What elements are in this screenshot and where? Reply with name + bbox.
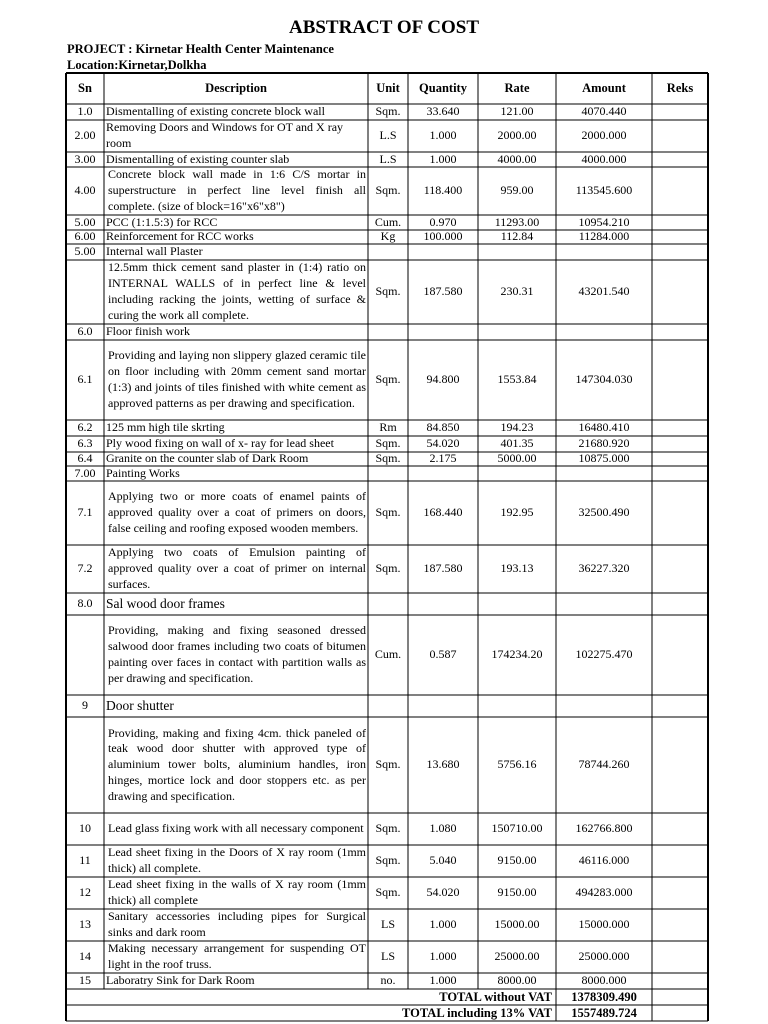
row-amount: 46116.000 [578, 853, 630, 868]
row-unit: Sqm. [375, 372, 401, 387]
row-rate: 174234.20 [491, 647, 543, 662]
row-rate: 9150.00 [497, 885, 537, 900]
row-quantity [408, 695, 478, 717]
row-description-text: Concrete block wall made in 1:6 C/S mortar in superstructure in perfect line level finish all complete. (size of block=16"x6"x8") [108, 167, 366, 213]
row-amount: 8000.000 [581, 973, 627, 988]
row-unit [368, 324, 408, 340]
row-unit: Cum. [374, 215, 402, 229]
column-header-unit: Unit [376, 80, 400, 95]
row-sn: 7.2 [77, 561, 93, 576]
row-quantity: 187.580 [423, 284, 463, 299]
row-unit: Sqm. [375, 853, 401, 868]
row-description [104, 717, 368, 813]
row-rate: 959.00 [500, 183, 534, 198]
row-quantity: 0.970 [429, 215, 457, 229]
row-rate: 194.23 [500, 420, 534, 435]
row-unit: LS [380, 949, 395, 964]
row-quantity: 1.080 [429, 821, 457, 836]
row-amount: 16480.410 [578, 420, 630, 435]
row-description: Ply wood fixing on wall of x- ray for lead sheet [106, 436, 334, 451]
row-unit [368, 695, 408, 717]
row-quantity: 94.800 [426, 372, 460, 387]
row-amount: 4000.000 [581, 152, 627, 166]
row-sn: 6.0 [77, 324, 93, 339]
row-sn: 13 [79, 917, 91, 932]
row-amount: 102275.470 [575, 647, 633, 662]
row-rate: 11293.00 [494, 215, 540, 229]
row-description-text: 12.5mm thick cement sand plaster in (1:4) ratio on INTERNAL WALLS of in perfect line & level including racking the joints, wetting of surface & curing the work all complete. [108, 260, 366, 322]
row-sn: 6.2 [77, 420, 93, 435]
row-quantity: 1.000 [429, 973, 457, 988]
row-description: 125 mm high tile skrting [106, 420, 225, 435]
row-amount [556, 466, 652, 481]
total-label: TOTAL including 13% VAT [402, 1006, 552, 1020]
row-amount: 162766.800 [575, 821, 633, 836]
row-amount: 4070.440 [581, 104, 627, 119]
row-rate [478, 324, 556, 340]
row-description: Door shutter [106, 698, 174, 714]
row-description [104, 340, 368, 420]
row-sn: 5.00 [74, 244, 96, 259]
row-description: Dismentalling of existing concrete block wall [106, 104, 325, 119]
row-quantity: 5.040 [429, 853, 457, 868]
row-quantity: 168.440 [423, 505, 463, 520]
row-amount [556, 244, 652, 260]
row-unit: Rm [379, 420, 397, 435]
row-sn [66, 717, 104, 813]
row-sn: 5.00 [74, 215, 96, 229]
row-description [104, 615, 368, 695]
row-rate [478, 593, 556, 615]
row-rate [478, 466, 556, 481]
row-description-text: Providing, making and fixing seasoned dressed salwood door frames including two coats of bitumen painting over faces in contact with partition walls as per drawing and specification. [108, 623, 366, 685]
row-sn [66, 260, 104, 324]
row-quantity [408, 244, 478, 260]
row-unit: LS [380, 917, 395, 932]
row-quantity: 54.020 [426, 885, 460, 900]
row-description: Internal wall Plaster [106, 244, 203, 259]
row-amount: 11284.000 [578, 230, 630, 244]
row-description: Laboratry Sink for Dark Room [106, 973, 255, 988]
column-header-amount: Amount [582, 80, 626, 95]
row-description [104, 260, 368, 324]
row-sn: 14 [79, 949, 91, 964]
row-description-text: Lead glass fixing work with all necessary component [108, 821, 364, 836]
row-unit [368, 466, 408, 481]
row-sn [66, 615, 104, 695]
row-rate: 192.95 [500, 505, 534, 520]
row-description-text: Applying two or more coats of enamel paints of approved quality over a coat of primers on doors, false ceiling and roofing exposed wooden members. [108, 489, 366, 535]
row-description-text: Lead sheet fixing in the walls of X ray room (1mm thick) all complete [108, 877, 366, 907]
row-sn: 9 [82, 698, 88, 713]
row-amount: 10875.000 [578, 452, 630, 466]
row-amount: 21680.920 [578, 436, 630, 451]
row-description: Dismentalling of existing counter slab [106, 152, 290, 166]
column-header-qty: Quantity [419, 80, 467, 95]
row-rate: 1553.84 [497, 372, 537, 387]
row-unit [368, 244, 408, 260]
row-amount: 78744.260 [578, 757, 630, 772]
row-unit: Sqm. [375, 757, 401, 772]
row-sn: 1.0 [77, 104, 93, 119]
row-rate: 4000.00 [497, 152, 537, 166]
row-quantity: 0.587 [429, 647, 457, 662]
row-sn: 2.00 [74, 128, 96, 143]
row-description: Painting Works [106, 466, 180, 480]
row-quantity: 1.000 [429, 128, 457, 143]
row-unit: Sqm. [375, 505, 401, 520]
row-quantity: 187.580 [423, 561, 463, 576]
row-quantity: 1.000 [429, 917, 457, 932]
row-description: Floor finish work [106, 324, 190, 339]
row-sn: 6.1 [77, 372, 93, 387]
row-unit: Sqm. [375, 104, 401, 119]
row-unit: Sqm. [375, 885, 401, 900]
row-rate: 5000.00 [497, 452, 537, 466]
row-quantity [408, 593, 478, 615]
row-rate: 112.84 [500, 230, 534, 244]
row-amount: 147304.030 [575, 372, 633, 387]
row-description: Sal wood door frames [106, 596, 225, 612]
row-sn: 8.0 [77, 596, 93, 611]
row-quantity: 1.000 [429, 152, 457, 166]
column-header-desc: Description [205, 80, 267, 95]
row-unit: L.S [379, 128, 397, 143]
row-description [104, 941, 368, 973]
row-rate: 121.00 [500, 104, 534, 119]
row-amount: 494283.000 [575, 885, 633, 900]
row-rate: 15000.00 [494, 917, 540, 932]
row-amount: 2000.000 [581, 128, 627, 143]
row-sn: 7.00 [74, 466, 96, 480]
row-description [104, 481, 368, 545]
row-amount: 32500.490 [578, 505, 630, 520]
row-unit: Sqm. [375, 452, 401, 466]
row-sn: 4.00 [74, 183, 96, 198]
column-header-reks: Reks [666, 80, 694, 95]
row-quantity: 2.175 [429, 452, 457, 466]
column-header-rate: Rate [504, 80, 530, 95]
row-sn: 6.00 [74, 230, 96, 244]
row-unit: Kg [380, 230, 396, 244]
row-rate: 8000.00 [497, 973, 537, 988]
row-quantity [408, 324, 478, 340]
row-quantity: 13.680 [426, 757, 460, 772]
row-description: Removing Doors and Windows for OT and X ray room [106, 120, 344, 150]
row-sn: 3.00 [74, 152, 96, 166]
row-unit: Sqm. [375, 561, 401, 576]
row-unit: Sqm. [375, 284, 401, 299]
row-sn: 12 [79, 885, 91, 900]
row-sn: 15 [79, 973, 91, 988]
row-rate: 2000.00 [497, 128, 537, 143]
row-unit: Sqm. [375, 821, 401, 836]
row-amount: 113545.600 [575, 183, 633, 198]
row-amount [556, 324, 652, 340]
row-description [104, 545, 368, 593]
row-description [104, 845, 368, 877]
row-amount [556, 593, 652, 615]
total-value: 1557489.724 [571, 1006, 637, 1020]
row-sn: 10 [79, 821, 91, 836]
row-amount: 10954.210 [578, 215, 630, 229]
row-amount: 25000.000 [578, 949, 630, 964]
row-rate: 25000.00 [494, 949, 540, 964]
row-unit: Sqm. [375, 183, 401, 198]
document-title: ABSTRACT OF COST [288, 17, 480, 38]
row-amount: 43201.540 [578, 284, 630, 299]
row-rate: 230.31 [500, 284, 534, 299]
row-unit: Sqm. [375, 436, 401, 451]
row-quantity [408, 466, 478, 481]
column-header-sn: Sn [78, 80, 92, 95]
row-description [104, 877, 368, 909]
row-sn: 7.1 [77, 505, 93, 520]
row-sn: 11 [79, 853, 91, 868]
row-amount: 36227.320 [578, 561, 630, 576]
row-unit: Cum. [374, 647, 402, 662]
row-sn: 6.3 [77, 436, 93, 451]
total-value: 1378309.490 [571, 990, 637, 1004]
row-amount [556, 695, 652, 717]
row-quantity: 84.850 [426, 420, 460, 435]
row-description-text: Providing, making and fixing 4cm. thick paneled of teak wood door shutter with approved type of aluminium tower bolts, aluminium handles, iron hinges, mortice lock and door stoppers etc. as per drawing and specification. [108, 725, 366, 803]
row-description: Granite on the counter slab of Dark Room [106, 452, 309, 466]
row-unit: no. [380, 973, 396, 988]
row-description-text: Providing and laying non slippery glazed ceramic tile on floor including with 20mm cement sand mortar (1:3) and joints of tiles finished with white cement as approved patterns as per drawing and specification. [108, 348, 366, 410]
row-rate: 401.35 [500, 436, 534, 451]
row-quantity: 54.020 [426, 436, 460, 451]
row-rate: 150710.00 [491, 821, 543, 836]
row-quantity: 33.640 [426, 104, 460, 119]
row-description-text: Sanitary accessories including pipes for Surgical sinks and dark room [108, 909, 366, 939]
row-quantity: 100.000 [423, 230, 463, 244]
row-sn: 6.4 [77, 452, 93, 466]
row-description [104, 909, 368, 941]
row-description-text: Applying two coats of Emulsion painting of approved quality over a coat of primer on internal surfaces. [108, 545, 366, 591]
row-unit [368, 593, 408, 615]
project-name: PROJECT : Kirnetar Health Center Maintenance [67, 42, 334, 56]
row-description [104, 167, 368, 215]
row-unit: L.S [379, 152, 397, 166]
row-rate [478, 695, 556, 717]
total-label: TOTAL without VAT [439, 990, 552, 1004]
row-rate: 5756.16 [497, 757, 537, 772]
row-rate: 9150.00 [497, 853, 537, 868]
row-rate [478, 244, 556, 260]
row-amount: 15000.000 [578, 917, 630, 932]
project-location: Location:Kirnetar,Dolkha [67, 58, 207, 72]
row-rate: 193.13 [500, 561, 534, 576]
row-description [104, 813, 368, 845]
row-quantity: 118.400 [423, 183, 463, 198]
row-description-text: Lead sheet fixing in the Doors of X ray room (1mm thick) all complete. [108, 845, 366, 875]
row-quantity: 1.000 [429, 949, 457, 964]
row-description: PCC (1:1.5:3) for RCC [106, 215, 218, 229]
row-description: Reinforcement for RCC works [106, 230, 254, 244]
row-description-text: Making necessary arrangement for suspending OT light in the roof truss. [108, 941, 366, 971]
